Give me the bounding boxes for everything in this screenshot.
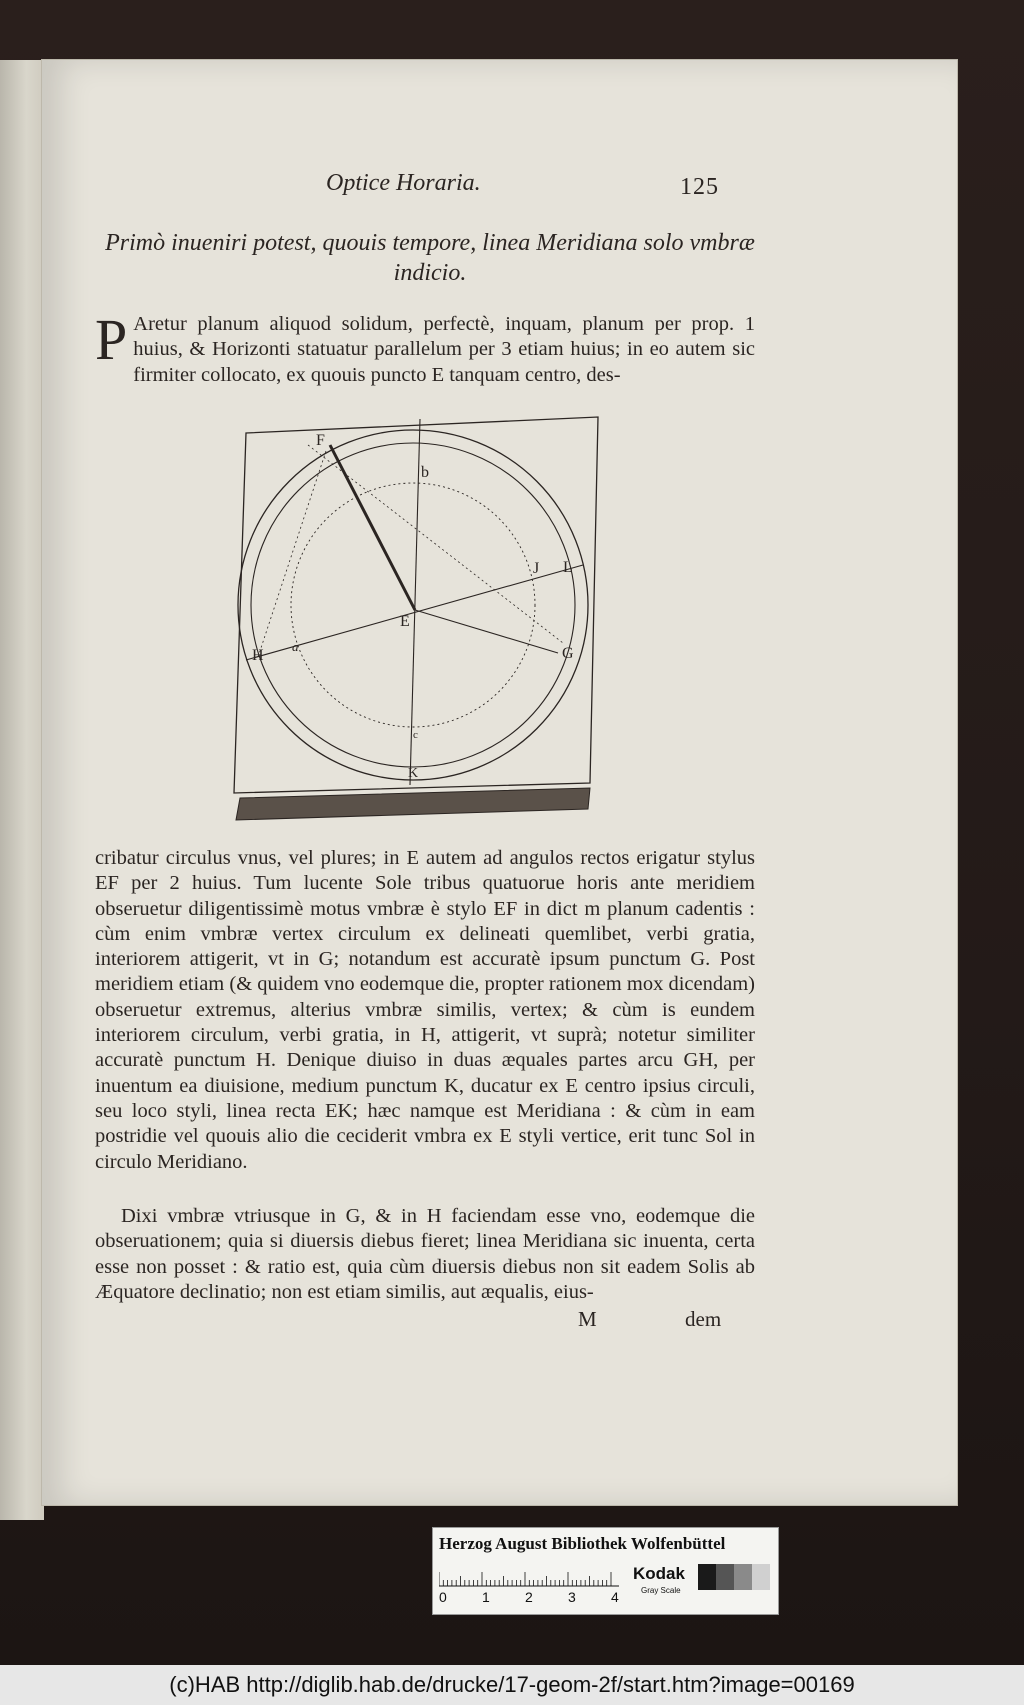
gray-scale-label: Gray Scale — [641, 1586, 681, 1595]
label-h: H — [252, 647, 264, 664]
ruler-scale — [439, 1565, 624, 1587]
label-a: a — [292, 639, 299, 654]
ruler-number: 1 — [482, 1589, 490, 1605]
paragraph-2: cribatur circulus vnus, vel plures; in E autem ad angulos rectos erigatur stylus EF per 2 huius. Tum lucente Sole tribus quatuorue horis ante meridiem obseruetur diligentissimè motus vmbræ è stylo EF in dict m planum cadentis : cùm enim vmbræ vertex circulum ex delineati quemlibet, verbi gratia, interiorem attigerit, vt in G; notandum est accuratè ipsum punctum G. Post meridiem etiam (& quidem vno eodemque die, propter rationem mox dicendam) obseruetur extremus, alterius vmbræ similis, vertex; & cùm is eundem interiorem circulum, verbi gratia, in H, attigerit, vt suprà; notetur similiter accuratè punctum H. Denique diuiso in duas æquales partes arcu GH, per inuentum ea diuisione, medium punctum K, ducatur ex E centro ipsius circuli, seu loco styli, linea recta EK; hæc namque est Meridiana : & cùm in eam postridie vel quouis alio die ceciderit vmbra ex E styli vertice, erit tunc Sol in circulo Meridiano. — [95, 847, 755, 1173]
label-f: F — [316, 432, 325, 449]
stylus-shadow — [330, 445, 415, 610]
catchword: dem — [685, 1307, 722, 1331]
signature-mark: M — [578, 1307, 597, 1331]
running-header: Optice Horaria. — [326, 170, 481, 196]
ruler-number: 0 — [439, 1589, 447, 1605]
paragraph-1 — [95, 307, 755, 388]
drop-cap: P — [95, 307, 128, 372]
kodak-logo: Kodak — [633, 1564, 685, 1583]
gray-patches — [698, 1564, 770, 1590]
label-g: G — [562, 645, 574, 662]
paragraph-3: Dixi vmbræ vtriusque in G, & in H faciendam esse vno, eodemque die obseruationem; quia si diuersis diebus fieret; linea Meridiana sic inuenta, certa esse non posset : & ratio est, quia cùm diuersis diebus non sit eadem Solis ab Æquatore declinatio; non est etiam similis, aut æqualis, eius- — [95, 1205, 755, 1303]
label-l: L — [563, 559, 573, 576]
ruler-number: 3 — [568, 1589, 576, 1605]
color-calibration-bar — [432, 1527, 779, 1615]
dotted-left — [258, 451, 326, 657]
page-number: 125 — [680, 174, 719, 200]
label-e: E — [400, 613, 410, 630]
label-c: c — [413, 729, 418, 741]
gray-patch — [752, 1564, 770, 1590]
left-page-edge — [0, 60, 44, 1520]
ground-strip — [236, 788, 590, 820]
footer-credit: (c)HAB http://diglib.hab.de/drucke/17-geom-2f/start.htm?image=00169 — [0, 1665, 1024, 1705]
sundial-figure — [228, 415, 603, 825]
institution-name: Herzog August Bibliothek Wolfenbüttel — [439, 1534, 726, 1553]
eg-line — [415, 610, 558, 653]
ruler-number: 2 — [525, 1589, 533, 1605]
label-b: b — [421, 464, 429, 481]
section-title: Primò inueniri potest, quouis tempore, linea Meridiana solo vmbræ indicio. — [105, 230, 755, 286]
gray-patch — [716, 1564, 734, 1590]
gray-patch — [734, 1564, 752, 1590]
paragraph-1-text: Aretur planum aliquod solidum, perfectè, inquam, planum per prop. 1 huius, & Horizonti statuatur parallelum per 3 etiam huius; in eo autem sic firmiter collocato, ex quouis puncto E tanquam centro, des- — [133, 313, 755, 386]
label-k: K — [408, 766, 419, 781]
ruler-number: 4 — [611, 1589, 619, 1605]
gray-patch — [698, 1564, 716, 1590]
label-i: J — [533, 560, 540, 577]
